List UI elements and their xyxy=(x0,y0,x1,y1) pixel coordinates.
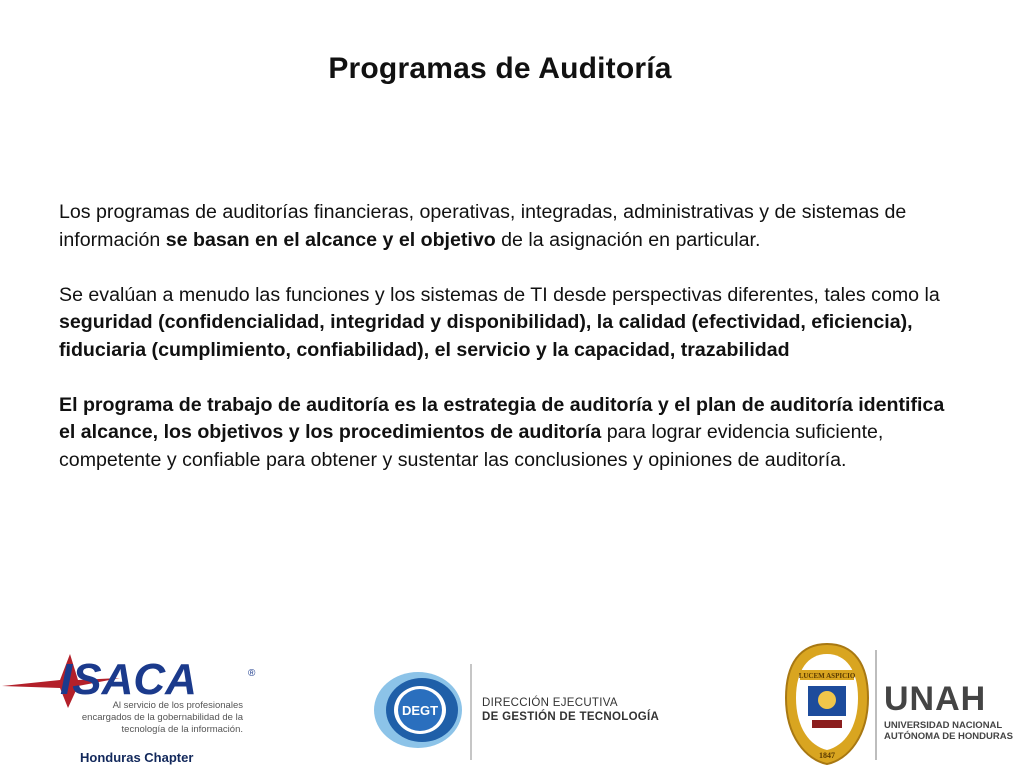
unah-seal-motto: LUCEM ASPICIO xyxy=(798,672,856,680)
degt-badge-text: DEGT xyxy=(401,703,439,718)
isaca-tagline: Al servicio de los profesionales encargados de la gobernabilidad de la tecnología de la información. xyxy=(81,700,243,735)
slide-title: Programas de Auditoría xyxy=(328,52,672,85)
degt-divider xyxy=(470,664,472,760)
slide-body xyxy=(59,199,959,502)
unah-seal-year: 1847 xyxy=(819,751,835,760)
paragraph-2: Se evalúan a menudo las funciones y los sistemas de TI desde perspectivas diferentes, tales como la seguridad (confidencialidad, integridad y disponibilidad), la calidad (efectividad, eficiencia), fiduciaria (cumplimiento, confiabilidad), el servicio y la capacidad, trazabilidad xyxy=(59,283,940,361)
isaca-wordmark: ISACA xyxy=(60,655,197,704)
isaca-logo xyxy=(0,650,270,768)
paragraph-1: Los programas de auditorías financieras, operativas, integradas, administrativas y de sistemas de información se basan en el alcance y el objetivo de la asignación en particular. xyxy=(59,201,907,251)
paragraph-3: El programa de trabajo de auditoría es la estrategia de auditoría y el plan de auditoría identifica el alcance, los objetivos y los procedimientos de auditoría para lograr evidencia suficiente, competente y confiable para obtener y sustentar las conclusiones y opiniones de auditoría. xyxy=(59,393,945,471)
unah-divider xyxy=(875,650,877,760)
unah-name: UNAH xyxy=(884,680,987,718)
unah-seal-icon xyxy=(782,640,872,768)
unah-fullname: UNIVERSIDAD NACIONAL AUTÓNOMA DE HONDURAS xyxy=(884,720,1013,742)
footer-logos xyxy=(0,640,1024,768)
degt-logo xyxy=(370,660,670,760)
isaca-chapter: Honduras Chapter xyxy=(80,750,194,765)
isaca-registered-mark: ® xyxy=(248,668,256,679)
degt-emblem-icon xyxy=(370,660,470,760)
degt-name: DIRECCIÓN EJECUTIVA DE GESTIÓN DE TECNOLOGÍA xyxy=(482,697,660,723)
unah-logo xyxy=(780,640,1024,768)
